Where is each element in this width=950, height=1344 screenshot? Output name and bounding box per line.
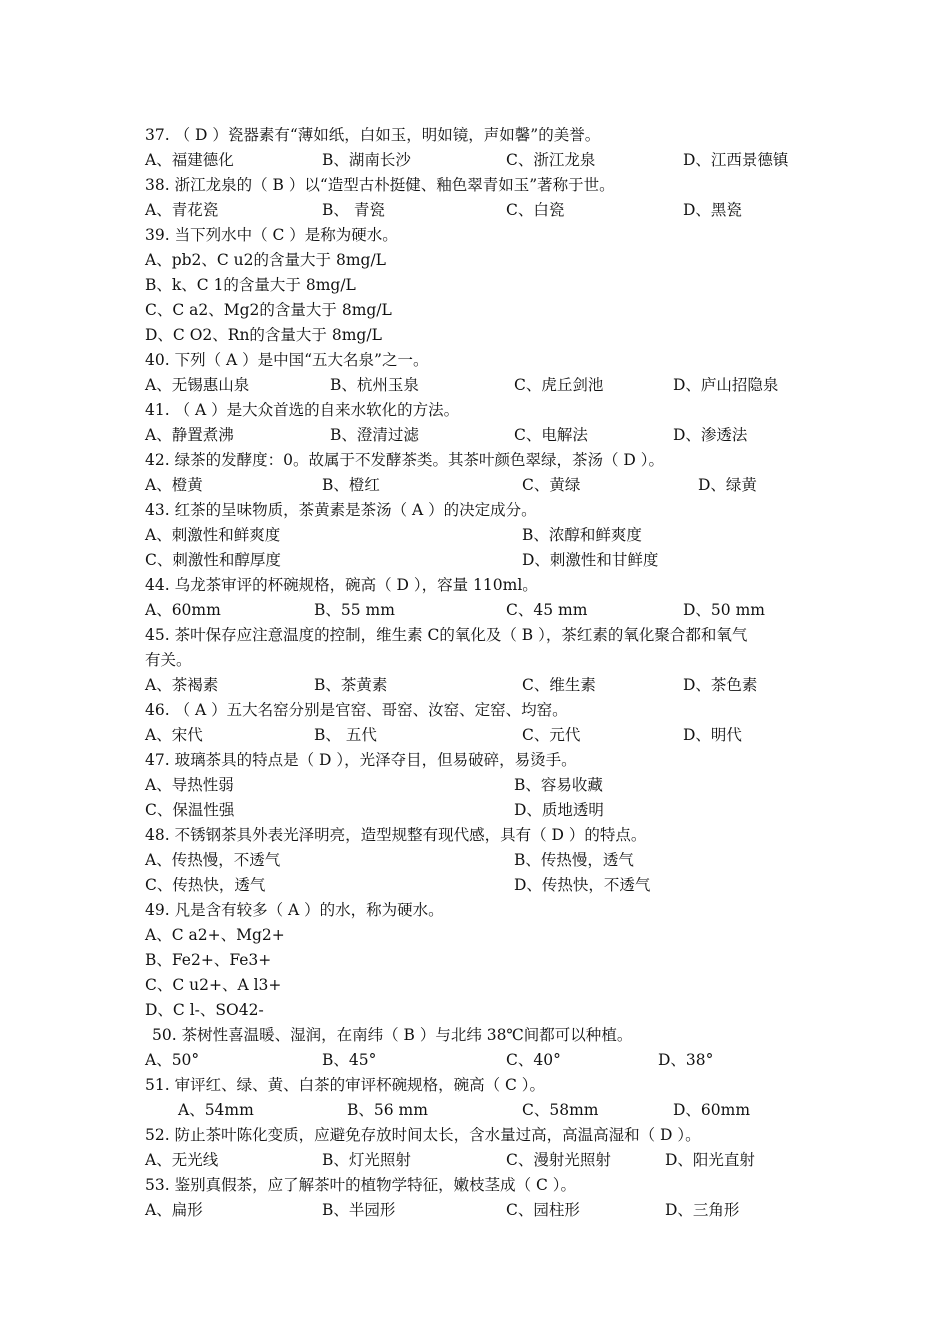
option-d: D、刺激性和甘鲜度 [522, 551, 659, 569]
question-46-options [0, 723, 950, 748]
option-d: D、黑瓷 [683, 201, 742, 219]
option-d: D、质地透明 [514, 801, 604, 819]
question-45-stem: 45. 茶叶保存应注意温度的控制，维生素 C的氧化及（ B ），茶红素的氧化聚合都和氧气 [145, 626, 748, 644]
question-41-options [0, 423, 950, 448]
question-51-stem: 51. 审评红、绿、黄、白茶的审评杯碗规格，碗高（ C ）。 [145, 1076, 546, 1094]
option-b: B、半园形 [322, 1201, 396, 1219]
option-b: B、灯光照射 [322, 1151, 411, 1169]
question-43-stem: 43. 红茶的呈味物质，茶黄素是茶汤（ A ）的决定成分。 [145, 501, 537, 519]
option-c: C、浙江龙泉 [506, 151, 596, 169]
option-a: A、传热慢，不透气 [145, 851, 281, 869]
option-c: C、园柱形 [506, 1201, 580, 1219]
option-b: B、杭州玉泉 [330, 376, 419, 394]
option-d: D、50 mm [683, 601, 765, 619]
option-d: D、三角形 [665, 1201, 740, 1219]
question-42-stem: 42. 绿茶的发酵度：0。故属于不发酵茶类。其茶叶颜色翠绿，茶汤（ D ）。 [145, 451, 664, 469]
question-47-stem: 47. 玻璃茶具的特点是（ D ），光泽夺目，但易破碎，易烫手。 [145, 751, 577, 769]
option-c: C、元代 [522, 726, 581, 744]
option-d: D、阳光直射 [665, 1151, 755, 1169]
question-45-options [0, 673, 950, 698]
option-a: A、茶褐素 [145, 676, 219, 694]
option-d: D、渗透法 [673, 426, 748, 444]
option-b: B、传热慢，透气 [514, 851, 634, 869]
question-49-option-a: A、C a2+、Mg2+ [145, 926, 285, 944]
option-d: D、60mm [673, 1101, 751, 1119]
option-a: A、无光线 [145, 1151, 219, 1169]
question-49-option-c: C、C u2+、A l3+ [145, 976, 282, 994]
question-52-stem: 52. 防止茶叶陈化变质，应避免存放时间太长，含水量过高，高温高湿和（ D ）。 [145, 1126, 701, 1144]
option-d: D、庐山招隐泉 [673, 376, 779, 394]
question-49-option-d: D、C l-、SO42- [145, 1001, 264, 1019]
option-d: D、茶色素 [683, 676, 758, 694]
option-b: B、45° [322, 1051, 377, 1069]
question-39-option-b: B、k、C 1的含量大于 8mg/L [145, 276, 356, 294]
question-52-options [0, 1148, 950, 1173]
option-c: C、黄绿 [522, 476, 581, 494]
question-51-options [0, 1098, 950, 1123]
option-c: C、白瓷 [506, 201, 565, 219]
question-42-options [0, 473, 950, 498]
question-48-options-row2 [0, 873, 950, 898]
option-d: D、传热快，不透气 [514, 876, 651, 894]
option-b: B、橙红 [322, 476, 380, 494]
option-a: A、静置煮沸 [145, 426, 234, 444]
question-39-option-c: C、C a2、Mg2的含量大于 8mg/L [145, 301, 392, 319]
question-38-options [0, 198, 950, 223]
option-a: A、青花瓷 [145, 201, 219, 219]
option-a: A、宋代 [145, 726, 203, 744]
question-48-options-row1 [0, 848, 950, 873]
option-b: B、55 mm [314, 601, 395, 619]
option-a: A、橙黄 [145, 476, 203, 494]
question-39-option-d: D、C O2、Rn的含量大于 8mg/L [145, 326, 382, 344]
question-44-options [0, 598, 950, 623]
question-49-stem: 49. 凡是含有较多（ A ）的水，称为硬水。 [145, 901, 444, 919]
option-a: A、福建德化 [145, 151, 234, 169]
option-c: C、58mm [522, 1101, 599, 1119]
question-43-options-row2 [0, 548, 950, 573]
option-b: B、容易收藏 [514, 776, 603, 794]
option-a: A、50° [145, 1051, 200, 1069]
option-a: A、刺激性和鲜爽度 [145, 526, 281, 544]
question-46-stem: 46. （ A ）五大名窑分别是官窑、哥窑、汝窑、定窑、均窑。 [145, 701, 568, 719]
option-c: C、40° [506, 1051, 561, 1069]
question-49-option-b: B、Fe2+、Fe3+ [145, 951, 272, 969]
option-c: C、漫射光照射 [506, 1151, 611, 1169]
question-47-options-row1 [0, 773, 950, 798]
option-c: C、保温性强 [145, 801, 235, 819]
question-50-options [0, 1048, 950, 1073]
option-b: B、56 mm [347, 1101, 428, 1119]
question-50-stem: 50. 茶树性喜温暖、湿润，在南纬（ B ）与北纬 38℃间都可以种植。 [152, 1026, 633, 1044]
question-37-options [0, 148, 950, 173]
option-d: D、明代 [683, 726, 742, 744]
question-38-stem: 38. 浙江龙泉的（ B ）以“造型古朴挺健、釉色翠青如玉”著称于世。 [145, 176, 615, 194]
question-53-stem: 53. 鉴别真假茶，应了解茶叶的植物学特征，嫩枝茎成（ C ）。 [145, 1176, 577, 1194]
option-a: A、无锡惠山泉 [145, 376, 250, 394]
option-a: A、扁形 [145, 1201, 203, 1219]
question-40-stem: 40. 下列（ A ）是中国“五大名泉”之一。 [145, 351, 429, 369]
question-39-option-a: A、pb2、C u2的含量大于 8mg/L [145, 251, 386, 269]
option-c: C、45 mm [506, 601, 588, 619]
question-53-options [0, 1198, 950, 1223]
option-c: C、刺激性和醇厚度 [145, 551, 281, 569]
question-43-options-row1 [0, 523, 950, 548]
question-40-options [0, 373, 950, 398]
option-b: B、浓醇和鲜爽度 [522, 526, 642, 544]
question-37-stem: 37. （ D ）瓷器素有“薄如纸，白如玉，明如镜，声如馨”的美誉。 [145, 126, 601, 144]
option-d: D、绿黄 [698, 476, 757, 494]
option-d: D、38° [658, 1051, 714, 1069]
question-48-stem: 48. 不锈钢茶具外表光泽明亮，造型规整有现代感，具有（ D ）的特点。 [145, 826, 647, 844]
option-c: C、维生素 [522, 676, 596, 694]
question-39-stem: 39. 当下列水中（ C ）是称为硬水。 [145, 226, 398, 244]
option-b: B、茶黄素 [314, 676, 388, 694]
option-c: C、虎丘剑池 [514, 376, 604, 394]
option-b: B、 五代 [314, 726, 377, 744]
option-b: B、 青瓷 [322, 201, 385, 219]
option-a: A、导热性弱 [145, 776, 234, 794]
option-a: A、54mm [178, 1101, 254, 1119]
question-47-options-row2 [0, 798, 950, 823]
question-45-stem-continued: 有关。 [145, 651, 192, 669]
option-b: B、澄清过滤 [330, 426, 419, 444]
option-d: D、江西景德镇 [683, 151, 789, 169]
option-a: A、60mm [145, 601, 221, 619]
option-c: C、电解法 [514, 426, 588, 444]
option-b: B、湖南长沙 [322, 151, 411, 169]
question-41-stem: 41. （ A ）是大众首选的自来水软化的方法。 [145, 401, 460, 419]
option-c: C、传热快，透气 [145, 876, 266, 894]
question-44-stem: 44. 乌龙茶审评的杯碗规格，碗高（ D ），容量 110ml。 [145, 576, 538, 594]
